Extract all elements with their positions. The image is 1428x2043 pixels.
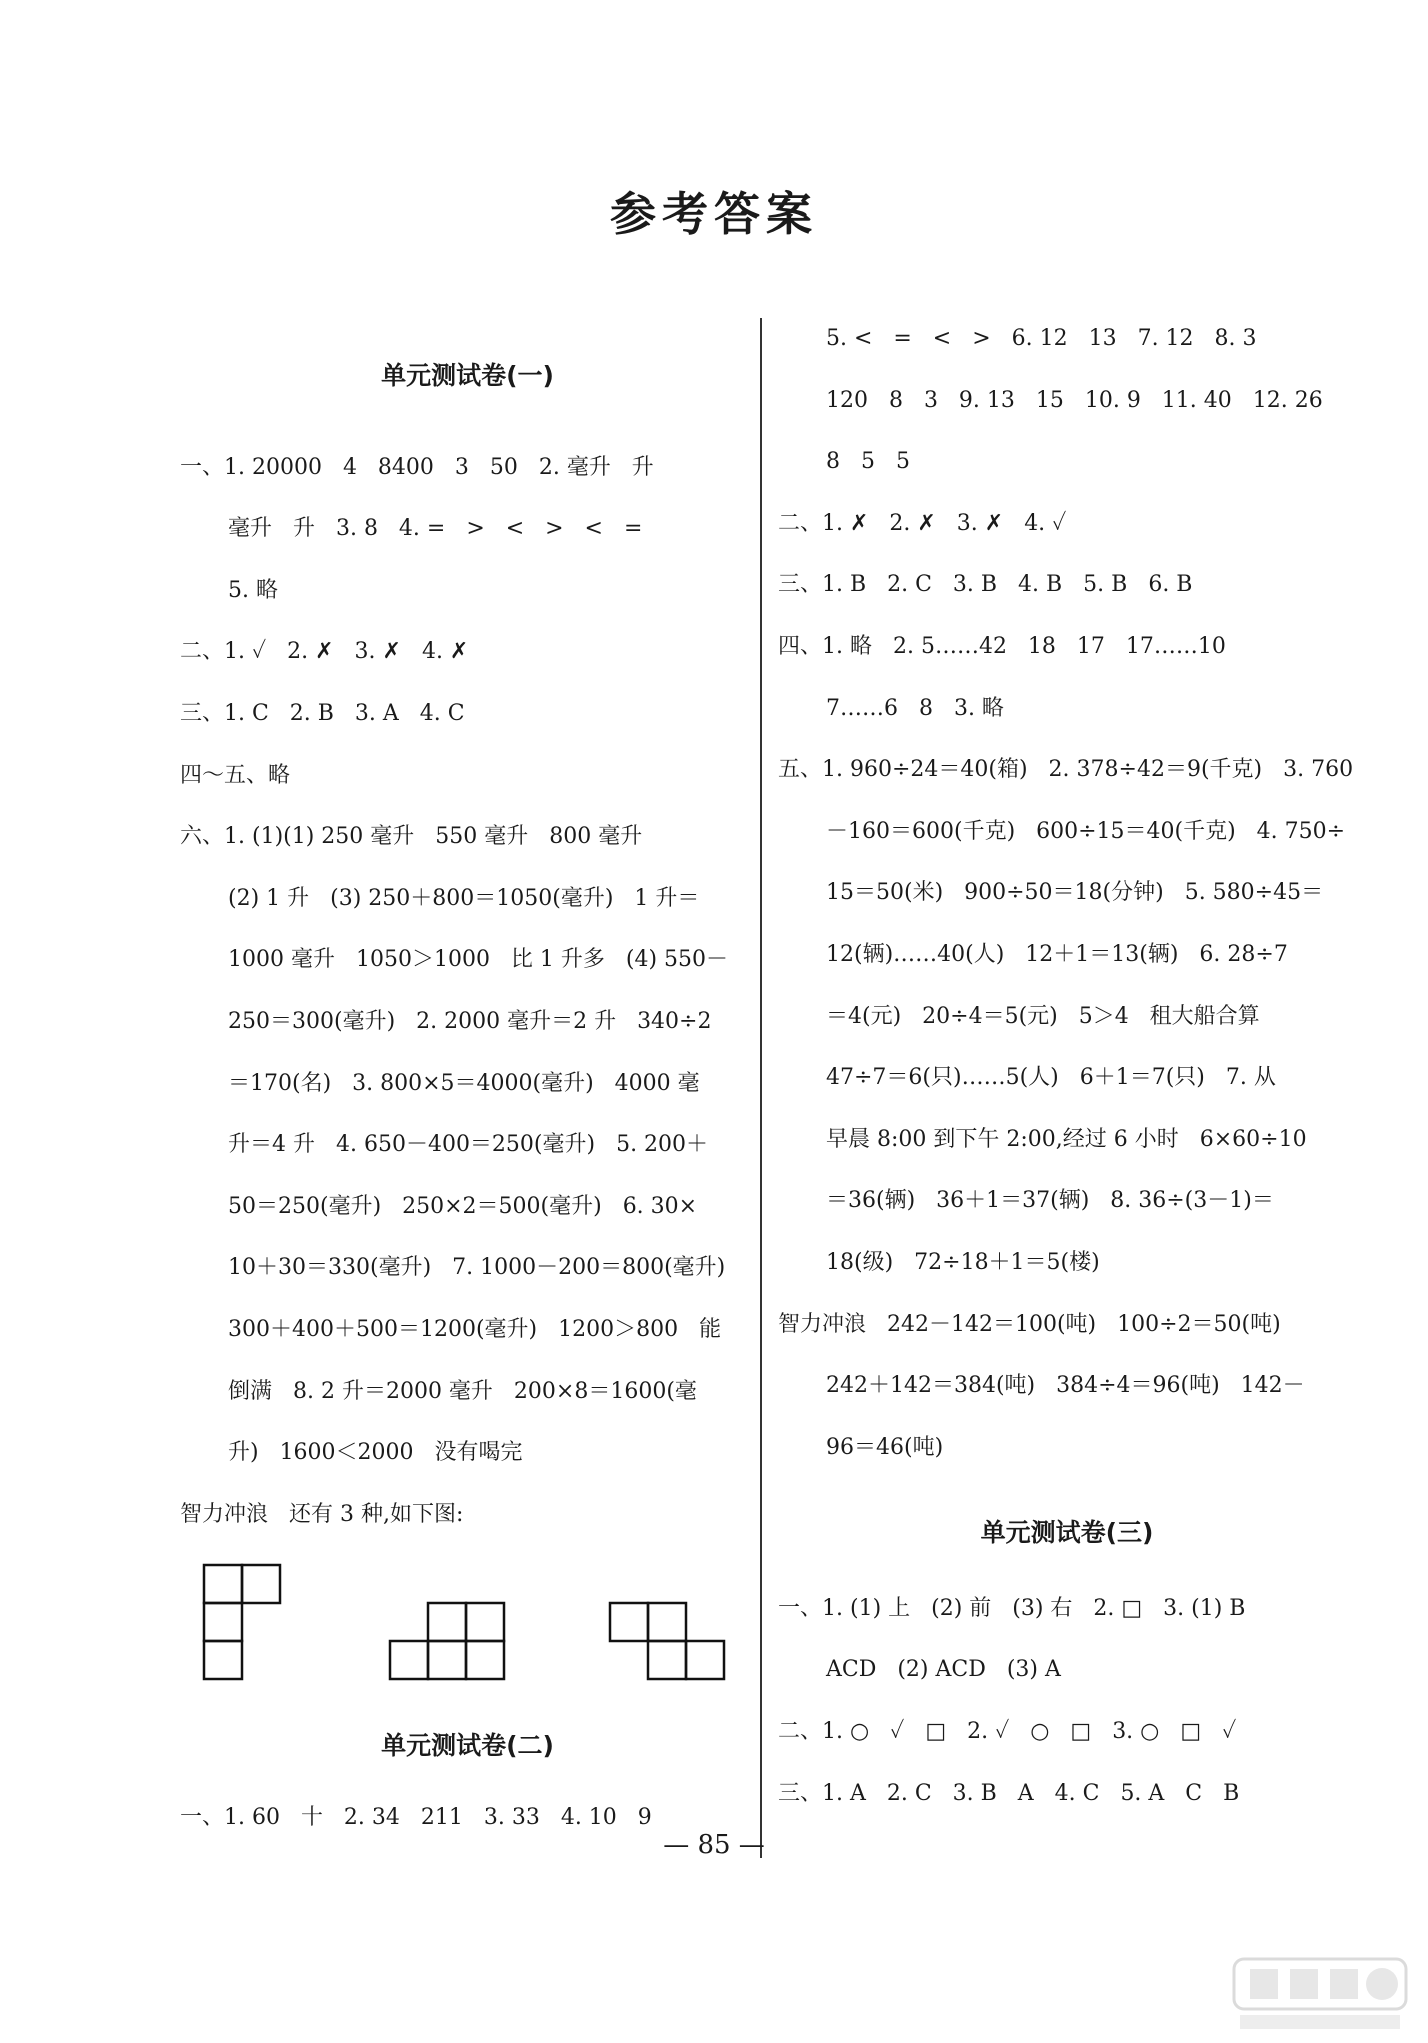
answer-line: ACD (2) ACD (3) A (826, 1657, 1061, 1683)
answer-line: 242＋142＝384(吨) 384÷4＝96(吨) 142－ (826, 1373, 1305, 1399)
answer-line: 50＝250(毫升) 250×2＝500(毫升) 6. 30× (228, 1193, 698, 1219)
answer-line: 五、1. 960÷24＝40(箱) 2. 378÷42＝9(千克) 3. 760 (778, 757, 1354, 783)
page-number: — 85 — (663, 1830, 765, 1860)
page-title: 参考答案 (610, 187, 818, 241)
answer-line: 三、1. A 2. C 3. B A 4. C 5. A C B (778, 1780, 1240, 1806)
answer-line: 5. < = < > 6. 12 13 7. 12 8. 3 (826, 326, 1257, 351)
answer-line: 二、1. ○ ✓ □ 2. ✓ ○ □ 3. ○ □ ✓ (778, 1719, 1237, 1745)
answer-line: 47÷7＝6(只)……5(人) 6＋1＝7(只) 7. 从 (826, 1065, 1276, 1091)
answer-line: 300＋400＋500＝1200(毫升) 1200＞800 能 (228, 1316, 722, 1342)
answer-line: ＝36(辆) 36＋1＝37(辆) 8. 36÷(3－1)＝ (826, 1188, 1274, 1214)
answer-line: 升) 1600＜2000 没有喝完 (228, 1440, 523, 1466)
answer-line: 早晨 8:00 到下午 2:00,经过 6 小时 6×60÷10 (826, 1126, 1307, 1152)
answer-line: 10＋30＝330(毫升) 7. 1000－200＝800(毫升) (228, 1255, 726, 1281)
section-heading-2: 单元测试卷(二) (381, 1731, 554, 1761)
answer-line: 18(级) 72÷18＋1＝5(楼) (826, 1249, 1100, 1275)
section-heading-3: 单元测试卷(三) (980, 1518, 1154, 1548)
answer-line: 四～五、略 (180, 762, 291, 788)
answer-line: (2) 1 升 (3) 250＋800＝1050(毫升) 1 升＝ (228, 885, 700, 911)
answer-line: 二、1. ✓ 2. ✗ 3. ✗ 4. ✗ (180, 639, 469, 665)
answer-line: ＝170(名) 3. 800×5＝4000(毫升) 4000 毫 (228, 1070, 700, 1096)
answer-line: 四、1. 略 2. 5……42 18 17 17……10 (778, 633, 1226, 659)
answer-line: 1000 毫升 1050＞1000 比 1 升多 (4) 550－ (228, 947, 729, 973)
answer-line: 8 5 5 (826, 449, 910, 475)
column-divider (760, 318, 762, 1858)
cube-net-diagram (180, 1545, 755, 1715)
right-column (778, 308, 1356, 1824)
answer-line: 倒满 8. 2 升＝2000 毫升 200×8＝1600(毫 (228, 1378, 697, 1404)
cube-net-figures (180, 1545, 755, 1715)
answer-line: 二、1. ✗ 2. ✗ 3. ✗ 4. ✓ (778, 510, 1067, 536)
answer-line: 升＝4 升 4. 650－400＝250(毫升) 5. 200＋ (228, 1132, 709, 1158)
answer-line: ＝4(元) 20÷4＝5(元) 5＞4 租大船合算 (826, 1003, 1260, 1029)
answer-line: 12(辆)……40(人) 12＋1＝13(辆) 6. 28÷7 (826, 941, 1288, 967)
section-heading-1: 单元测试卷(一) (381, 361, 554, 390)
zhili-chonglang-line: 智力冲浪 242－142＝100(吨) 100÷2＝50(吨) (778, 1311, 1281, 1337)
answer-line: 三、1. C 2. B 3. A 4. C (180, 700, 465, 726)
answer-line: 15＝50(米) 900÷50＝18(分钟) 5. 580÷45＝ (826, 880, 1324, 906)
answer-line: 毫升 升 3. 8 4. = > < > < = (228, 516, 643, 542)
answer-line: 六、1. (1)(1) 250 毫升 550 毫升 800 毫升 (180, 824, 643, 850)
answer-line: 三、1. B 2. C 3. B 4. B 5. B 6. B (778, 572, 1193, 598)
answer-line: 7……6 8 3. 略 (826, 695, 1004, 721)
answer-line: 96＝46(吨) (826, 1434, 944, 1460)
answer-line: 5. 略 (228, 577, 278, 603)
answer-line: －160＝600(千克) 600÷15＝40(千克) 4. 750÷ (826, 818, 1346, 844)
answer-line: 120 8 3 9. 13 15 10. 9 11. 40 12. 26 (826, 387, 1323, 413)
answer-line: 一、1. (1) 上 (2) 前 (3) 右 2. □ 3. (1) B (778, 1595, 1246, 1621)
answer-line: 250＝300(毫升) 2. 2000 毫升＝2 升 340÷2 (228, 1008, 712, 1034)
left-column (180, 345, 755, 1848)
answer-line: 一、1. 60 十 2. 34 211 3. 33 4. 10 9 (180, 1804, 652, 1830)
answer-line: 一、1. 20000 4 8400 3 50 2. 毫升 升 (180, 454, 654, 480)
zhili-chonglang-line: 智力冲浪 还有 3 种,如下图: (180, 1501, 464, 1527)
watermark-logo (1230, 1953, 1410, 2033)
